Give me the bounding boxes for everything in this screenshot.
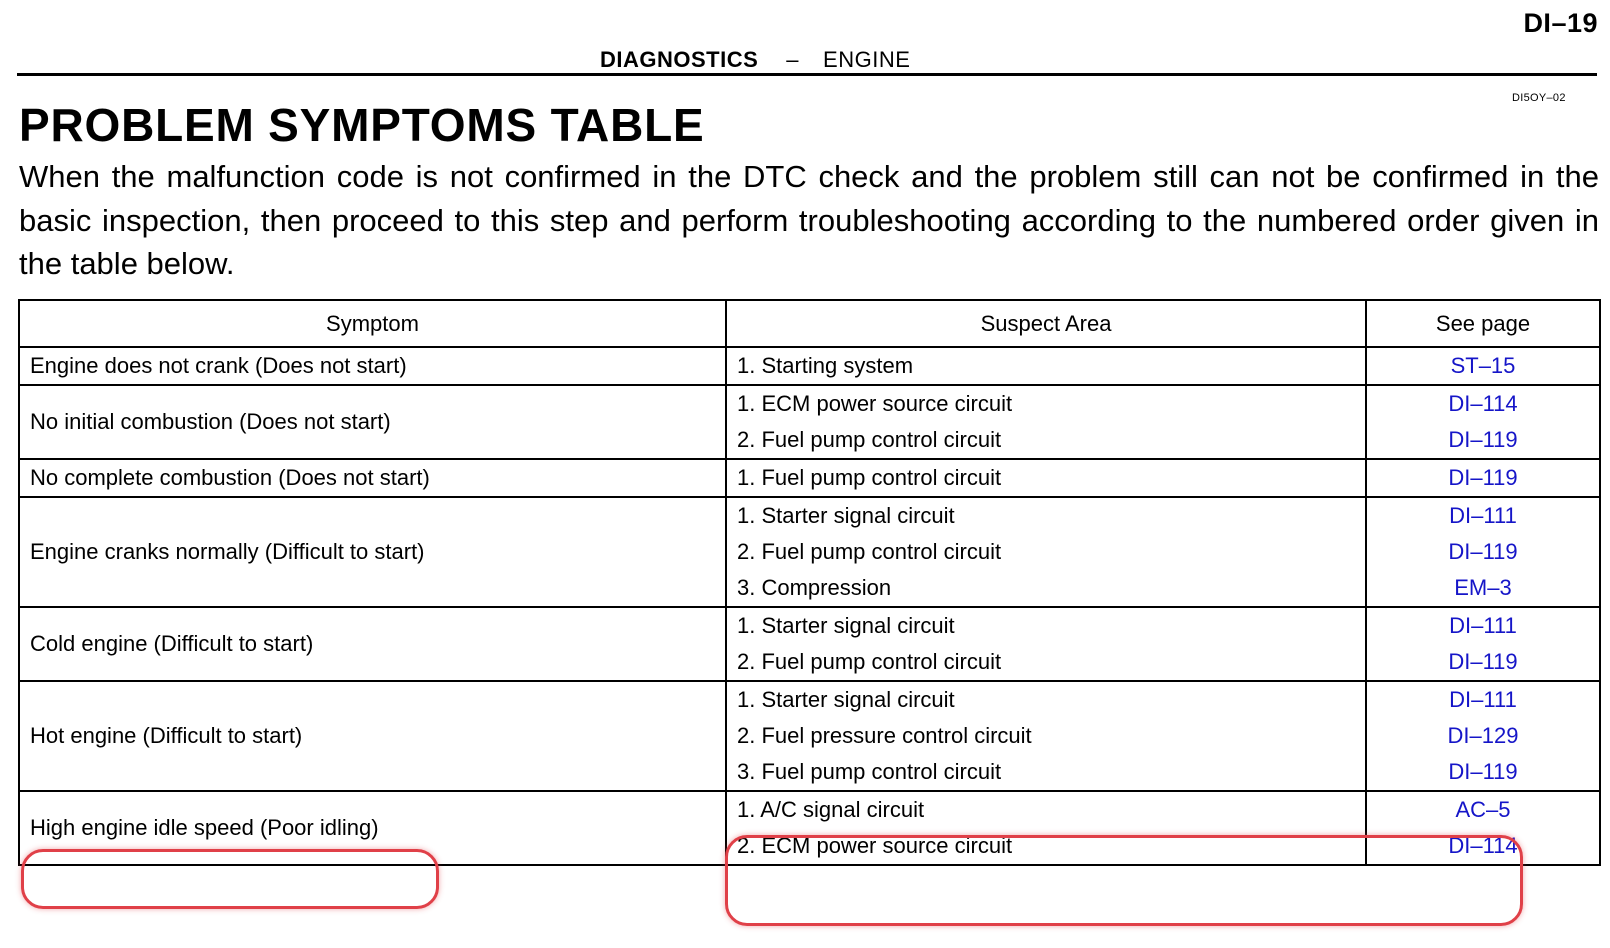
suspect-area-cell — [726, 347, 1366, 385]
suspect-area-item: 3. Compression — [737, 575, 892, 600]
symptoms-table — [18, 299, 1601, 866]
symptom-cell: No complete combustion (Does not start) — [19, 459, 726, 497]
column-header-suspect-area: Suspect Area — [726, 300, 1366, 347]
symptom-cell: Engine cranks normally (Difficult to start) — [19, 497, 726, 607]
section-name: DIAGNOSTICS — [600, 47, 759, 72]
suspect-area-item: 1. ECM power source circuit — [737, 391, 1013, 416]
page-reference-link[interactable]: DI–111 — [1449, 687, 1517, 712]
page-reference-link[interactable]: DI–119 — [1448, 759, 1518, 784]
page-title: PROBLEM SYMPTOMS TABLE — [19, 99, 705, 151]
page-reference-link[interactable]: ST–15 — [1450, 353, 1516, 378]
symptom-cell: Engine does not crank (Does not start) — [19, 347, 726, 385]
suspect-area-item: 2. Fuel pump control circuit — [737, 649, 1002, 674]
suspect-area-cell — [726, 497, 1366, 607]
symptom-cell: High engine idle speed (Poor idling) — [19, 791, 726, 865]
suspect-area-item: 1. A/C signal circuit — [737, 797, 925, 822]
table-row — [19, 347, 1600, 385]
suspect-area-cell — [726, 385, 1366, 459]
see-page-cell — [1366, 459, 1600, 497]
table-header-row — [19, 300, 1600, 347]
page-reference-link[interactable]: DI–119 — [1448, 649, 1518, 674]
page-reference-link[interactable]: DI–114 — [1448, 833, 1518, 858]
suspect-area-cell — [726, 459, 1366, 497]
column-header-see-page: See page — [1366, 300, 1600, 347]
symptom-cell: Hot engine (Difficult to start) — [19, 681, 726, 791]
page-reference-link[interactable]: DI–119 — [1448, 427, 1518, 452]
doc-code: DI5OY–02 — [1512, 92, 1566, 104]
suspect-area-item: 1. Starting system — [737, 353, 914, 378]
suspect-area-item: 3. Fuel pump control circuit — [737, 759, 1002, 784]
section-dash: – — [786, 47, 800, 72]
page-reference-link[interactable]: AC–5 — [1455, 797, 1511, 822]
suspect-area-item: 2. Fuel pump control circuit — [737, 539, 1002, 564]
suspect-area-item: 1. Starter signal circuit — [737, 687, 955, 712]
page-reference-link[interactable]: DI–111 — [1449, 613, 1517, 638]
suspect-area-item: 1. Starter signal circuit — [737, 503, 955, 528]
suspect-area-item: 2. ECM power source circuit — [737, 833, 1013, 858]
see-page-cell — [1366, 347, 1600, 385]
header-rule — [17, 73, 1597, 76]
suspect-area-cell — [726, 681, 1366, 791]
see-page-cell — [1366, 385, 1600, 459]
table-body — [19, 347, 1600, 865]
page-reference-link[interactable]: DI–119 — [1448, 465, 1518, 490]
suspect-area-item: 2. Fuel pump control circuit — [737, 427, 1002, 452]
table-row — [19, 607, 1600, 681]
column-header-symptom: Symptom — [19, 300, 726, 347]
running-head — [600, 47, 910, 73]
see-page-cell — [1366, 791, 1600, 865]
table-row — [19, 497, 1600, 607]
page-reference-link[interactable]: DI–119 — [1448, 539, 1518, 564]
symptom-cell: Cold engine (Difficult to start) — [19, 607, 726, 681]
suspect-area-item: 2. Fuel pressure control circuit — [737, 723, 1032, 748]
see-page-cell — [1366, 607, 1600, 681]
see-page-cell — [1366, 497, 1600, 607]
page-number: DI–19 — [1523, 8, 1598, 38]
suspect-area-cell — [726, 607, 1366, 681]
page-reference-link[interactable]: DI–129 — [1447, 723, 1519, 748]
intro-paragraph: When the malfunction code is not confirmed in the DTC check and the problem still can not be confirmed in the basic inspection, then proceed to this step and perform troubleshooting according to the numbered order given in the table below. — [19, 159, 1599, 281]
page-reference-link[interactable]: DI–111 — [1449, 503, 1517, 528]
suspect-area-cell — [726, 791, 1366, 865]
table-row — [19, 459, 1600, 497]
table-row — [19, 681, 1600, 791]
subsection-name: ENGINE — [823, 47, 911, 72]
symptom-cell: No initial combustion (Does not start) — [19, 385, 726, 459]
page-reference-link[interactable]: EM–3 — [1454, 575, 1512, 600]
table-row — [19, 385, 1600, 459]
page-reference-link[interactable]: DI–114 — [1448, 391, 1518, 416]
suspect-area-item: 1. Starter signal circuit — [737, 613, 955, 638]
table-row — [19, 791, 1600, 865]
see-page-cell — [1366, 681, 1600, 791]
suspect-area-item: 1. Fuel pump control circuit — [737, 465, 1002, 490]
